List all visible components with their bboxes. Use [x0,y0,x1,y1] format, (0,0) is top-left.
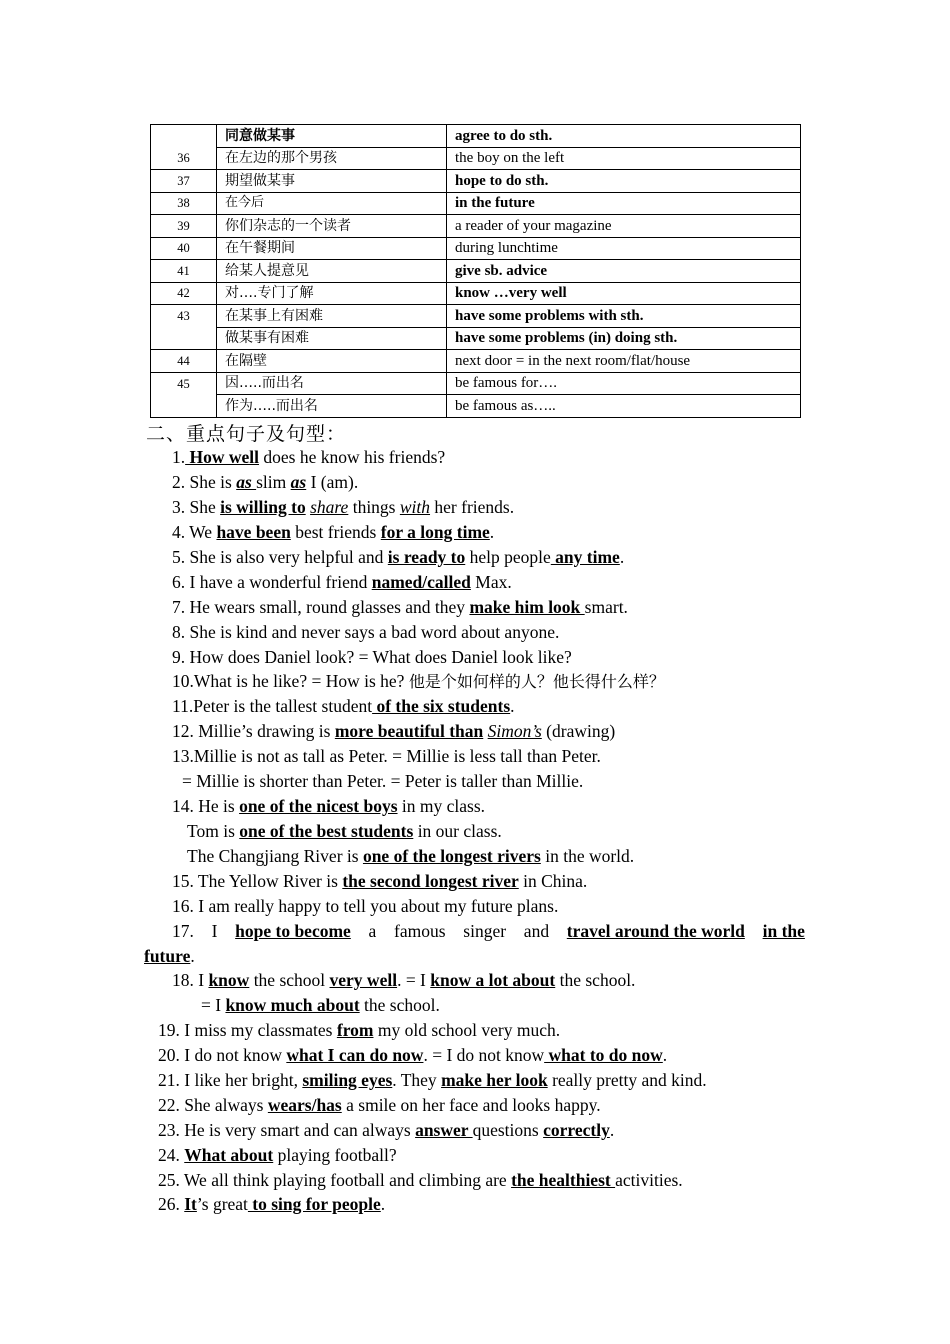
vocab-number: 36 [151,147,217,170]
vocab-row [151,282,801,305]
vocab-english: in the future [447,192,801,215]
sentence-25: 25. We all think playing football and climbing are the healthiest activities. [158,1170,683,1190]
vocabulary-table [150,124,801,418]
vocab-english: a reader of your magazine [447,215,801,238]
sentence-8: 8. She is kind and never says a bad word about anyone. [172,622,560,642]
vocab-row [151,395,801,418]
sentence-14-example-3: The Changjiang River is one of the longest rivers in the world. [187,846,635,866]
sentence-19: 19. I miss my classmates from my old school very much. [158,1020,561,1040]
sentence-2: 2. She is as slim as I (am). [172,472,359,492]
sentence-13-continued: = Millie is shorter than Peter. = Peter is taller than Millie. [182,771,584,791]
vocab-chinese: 你们杂志的一个读者 [217,215,447,238]
vocab-row [151,260,801,283]
sentence-5: 5. She is also very helpful and is ready to help people any time. [172,547,625,567]
vocab-chinese: 做某事有困难 [217,327,447,350]
sentence-11: 11.Peter is the tallest student of the six students. [172,696,515,716]
sentence-14: 14. He is one of the nicest boys in my class. [172,796,486,816]
vocab-chinese: 作为…..而出名 [217,395,447,418]
vocab-english: next door = in the next room/flat/house [447,350,801,373]
vocab-number [151,395,217,418]
sentence-22: 22. She always wears/has a smile on her face and looks happy. [158,1095,601,1115]
vocab-english: give sb. advice [447,260,801,283]
sentence-3: 3. She is willing to share things with her friends. [172,497,515,517]
vocab-number: 37 [151,170,217,193]
vocab-number: 39 [151,215,217,238]
vocab-chinese: 因…..而出名 [217,372,447,395]
sentence-17-continued: future. [144,946,195,966]
vocab-number: 38 [151,192,217,215]
vocab-english: have some problems with sth. [447,305,801,328]
vocab-english: agree to do sth. [447,125,801,148]
sentence-1: 1. How well does he know his friends? [172,447,446,467]
sentence-18-continued: = I know much about the school. [201,995,440,1015]
vocab-number: 41 [151,260,217,283]
vocab-english: be famous for…. [447,372,801,395]
vocab-number: 45 [151,372,217,395]
sentence-9: 9. How does Daniel look? = What does Daniel look like? [172,647,572,667]
vocab-chinese: 同意做某事 [217,125,447,148]
vocab-chinese: 在隔壁 [217,350,447,373]
sentence-7: 7. He wears small, round glasses and they make him look smart. [172,597,628,617]
vocab-number: 43 [151,305,217,328]
vocab-english: know …very well [447,282,801,305]
vocab-row [151,215,801,238]
vocab-row [151,125,801,148]
vocabulary-table-body [151,125,801,418]
sentence-24: 24. What about playing football? [158,1145,397,1165]
vocab-english: be famous as….. [447,395,801,418]
vocab-number: 44 [151,350,217,373]
vocab-chinese: 在某事上有困难 [217,305,447,328]
vocab-chinese: 给某人提意见 [217,260,447,283]
sentence-21: 21. I like her bright, smiling eyes. They make her look really pretty and kind. [158,1070,707,1090]
vocab-row [151,350,801,373]
sentence-13: 13.Millie is not as tall as Peter. = Millie is less tall than Peter. [172,746,601,766]
vocab-row [151,170,801,193]
vocab-english: during lunchtime [447,237,801,260]
section-heading: 二、重点句子及句型： [146,423,347,445]
vocab-chinese: 在左边的那个男孩 [217,147,447,170]
vocab-row [151,372,801,395]
vocab-english: have some problems (in) doing sth. [447,327,801,350]
sentence-14-example-2: Tom is one of the best students in our class. [187,821,502,841]
sentence-26: 26. It’s great to sing for people. [158,1194,386,1214]
sentence-17: 17. I hope to become a famous singer and travel around the world in the [172,921,805,941]
sentence-18: 18. I know the school very well. = I know a lot about the school. [172,970,636,990]
sentence-6: 6. I have a wonderful friend named/called Max. [172,572,512,592]
vocab-row [151,192,801,215]
vocab-chinese: 在午餐期间 [217,237,447,260]
vocab-row [151,147,801,170]
sentence-10: 10.What is he like? = How is he? 他是个如何样的人？他长得什么样？ [172,671,665,691]
sentence-20: 20. I do not know what I can do now. = I do not know what to do now. [158,1045,668,1065]
vocab-row [151,327,801,350]
sentence-15: 15. The Yellow River is the second longest river in China. [172,871,588,891]
vocab-english: hope to do sth. [447,170,801,193]
sentence-4: 4. We have been best friends for a long time. [172,522,495,542]
vocab-chinese: 期望做某事 [217,170,447,193]
vocab-number [151,327,217,350]
vocab-number: 42 [151,282,217,305]
sentence-16: 16. I am really happy to tell you about my future plans. [172,896,559,916]
vocab-number: 40 [151,237,217,260]
vocab-english: the boy on the left [447,147,801,170]
vocab-number [151,125,217,148]
sentence-23: 23. He is very smart and can always answer questions correctly. [158,1120,615,1140]
vocab-row [151,237,801,260]
vocab-row [151,305,801,328]
sentence-12: 12. Millie’s drawing is more beautiful than Simon’s (drawing) [172,721,616,741]
vocab-chinese: 对….专门了解 [217,282,447,305]
vocab-chinese: 在今后 [217,192,447,215]
